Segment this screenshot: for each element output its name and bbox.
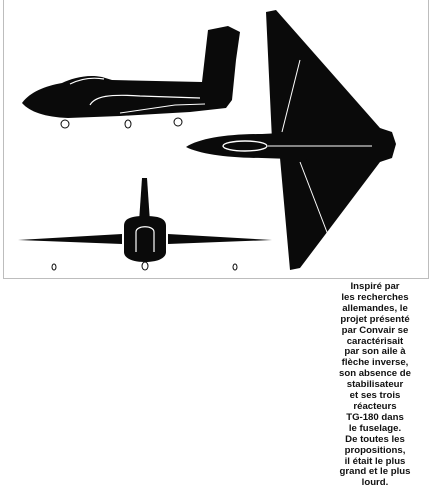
caption-line: TG-180 dans (346, 411, 404, 423)
caption-line: par Convair se (341, 324, 409, 336)
side-view-wheel-rear (174, 118, 182, 126)
caption-line: son absence de (339, 368, 411, 380)
caption-line: par son aile à (344, 346, 406, 358)
caption-line: propositions, (344, 444, 406, 456)
caption-line: stabilisateur (346, 379, 404, 391)
side-view-wheel-front (61, 120, 69, 128)
caption-line: projet présenté (340, 313, 410, 325)
caption-line: réacteurs (353, 400, 397, 412)
front-view-wheel-left (52, 264, 56, 270)
side-view (22, 26, 240, 128)
front-view-wheel-right (233, 264, 237, 270)
caption-line: il était le plus (344, 455, 406, 467)
caption-line: et ses trois (349, 390, 401, 402)
caption-line: le fuselage. (348, 422, 402, 434)
side-view-fuselage (22, 26, 240, 118)
caption-line: lourd. (361, 477, 389, 489)
front-view-wheel-center (142, 262, 148, 270)
caption-line: flèche inverse, (341, 357, 409, 369)
caption-text (320, 282, 430, 489)
caption-line: caractérisait (346, 335, 404, 347)
plan-view-fuselage (186, 128, 396, 162)
caption-line: allemandes, le (342, 302, 408, 314)
front-view (18, 178, 272, 270)
caption-line: Inspiré par (350, 281, 400, 292)
front-view-fin (139, 178, 150, 222)
front-view-fuselage (124, 216, 166, 262)
caption-line: les recherches (341, 291, 409, 303)
caption-line: grand et le plus (339, 466, 411, 478)
caption-line: De toutes les (345, 433, 405, 445)
side-view-wheel-mid (125, 120, 131, 128)
